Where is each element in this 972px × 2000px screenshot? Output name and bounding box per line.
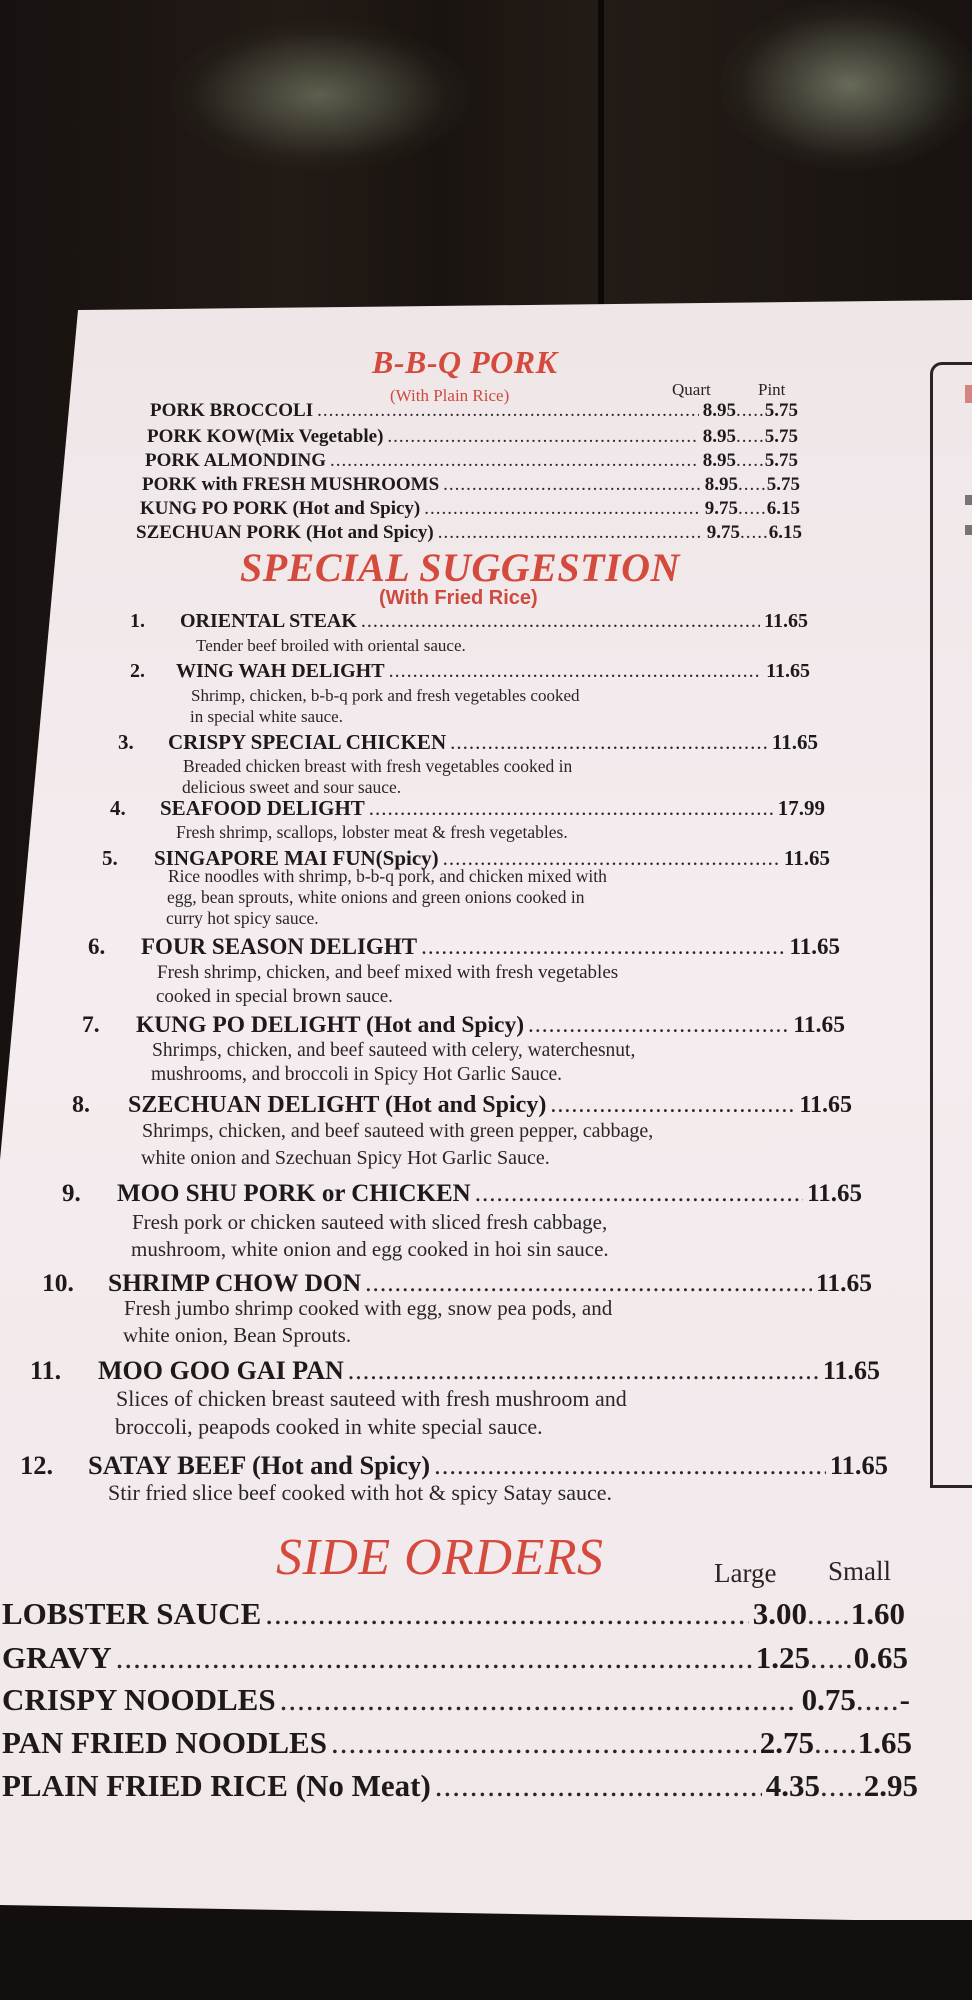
leader-dots (528, 1012, 789, 1039)
item-description: Fresh pork or chicken sauteed with sliced fresh cabbage, (132, 1210, 608, 1234)
price-pint: 5.75 (764, 450, 798, 471)
item-name: SZECHUAN PORK (Hot and Spicy) (136, 522, 434, 543)
item-description: Shrimps, chicken, and beef sauteed with celery, waterchesnut, (152, 1040, 636, 1061)
adjacent-menu-panel (930, 362, 972, 1488)
leader-dots (389, 660, 763, 683)
special-item (136, 1012, 845, 1039)
item-name: GRAVY (2, 1640, 112, 1675)
light-glare (720, 0, 972, 170)
leader-dots (365, 1268, 812, 1298)
leader-dots: ..... (736, 400, 765, 421)
leader-dots (424, 498, 700, 520)
item-name: WING WAH DELIGHT (176, 660, 385, 682)
special-item (128, 1092, 852, 1119)
item-name: CRISPY NOODLES (2, 1682, 276, 1717)
bbq-pork-subtitle: (With Plain Rice) (390, 386, 510, 405)
item-name: ORIENTAL STEAK (180, 610, 357, 632)
item-name: SHRIMP CHOW DON (108, 1268, 362, 1297)
item-number: 4. (110, 796, 126, 820)
item-description: Fresh shrimp, scallops, lobster meat & fresh vegetables. (176, 822, 568, 842)
bbq-pork-item (136, 522, 802, 544)
leader-dots: ..... (738, 498, 767, 519)
item-price: 11.65 (816, 1268, 872, 1297)
item-description: in special white sauce. (190, 707, 343, 726)
item-name: FOUR SEASON DELIGHT (141, 934, 418, 959)
special-item (117, 1180, 862, 1208)
special-item (108, 1268, 872, 1298)
item-price: 11.65 (829, 1450, 888, 1480)
side-order-item (2, 1768, 918, 1804)
side-order-item (2, 1725, 912, 1761)
item-description: Shrimp, chicken, b-b-q pork and fresh vegetables cooked (191, 686, 580, 705)
price-large: 0.75 (801, 1682, 856, 1717)
leader-dots (348, 1356, 819, 1386)
item-name: LOBSTER SAUCE (2, 1596, 262, 1631)
panel-letter-mark (965, 525, 972, 535)
price-large: 1.25 (755, 1640, 810, 1675)
bbq-pork-item (140, 498, 800, 520)
item-description: mushroom, white onion and egg cooked in hoi sin sauce. (131, 1237, 609, 1261)
leader-dots (438, 522, 703, 544)
special-item (180, 610, 808, 633)
item-name: PORK ALMONDING (145, 450, 327, 471)
panel-letter-mark (965, 495, 972, 505)
leader-dots (116, 1640, 752, 1676)
item-description: Tender beef broiled with oriental sauce. (196, 636, 466, 655)
leader-dots: ..... (807, 1596, 851, 1631)
price-quart: 9.75 (706, 522, 740, 543)
bbq-pork-item (147, 426, 798, 448)
item-number: 1. (130, 610, 145, 632)
item-price: 11.65 (766, 660, 810, 682)
special-subtitle: (With Fried Rice) (379, 587, 538, 609)
leader-dots: ..... (736, 450, 765, 471)
price-pint: 6.15 (766, 498, 800, 519)
item-description: broccoli, peapods cooked in white special sauce. (115, 1414, 543, 1439)
item-description: Fresh shrimp, chicken, and beef mixed with fresh vegetables (157, 962, 619, 983)
special-item (141, 934, 840, 960)
bbq-pork-item (142, 474, 800, 496)
item-number: 6. (88, 934, 106, 959)
price-quart: 8.95 (702, 450, 736, 471)
item-name: SEAFOOD DELIGHT (160, 796, 365, 820)
leader-dots (421, 934, 785, 960)
side-order-item (2, 1596, 905, 1632)
item-name: KUNG PO PORK (Hot and Spicy) (140, 498, 421, 519)
leader-dots (331, 1725, 756, 1761)
item-description: Stir fried slice beef cooked with hot & spicy Satay sauce. (108, 1480, 613, 1505)
item-description: white onion and Szechuan Spicy Hot Garlic Sauce. (141, 1147, 550, 1169)
leader-dots (435, 1768, 762, 1804)
leader-dots (280, 1682, 798, 1718)
leader-dots (450, 730, 768, 755)
item-number: 10. (42, 1268, 74, 1297)
item-name: PORK BROCCOLI (150, 400, 314, 421)
price-pint: 6.15 (768, 522, 802, 543)
leader-dots (434, 1450, 826, 1481)
item-description: Breaded chicken breast with fresh vegetables cooked in (183, 756, 573, 776)
leader-dots: ..... (736, 426, 765, 447)
item-number: 3. (118, 730, 134, 754)
item-price: 17.99 (777, 796, 825, 820)
item-description: curry hot spicy sauce. (166, 908, 319, 928)
price-large: 2.75 (759, 1725, 814, 1760)
leader-dots (550, 1092, 795, 1119)
price-quart: 8.95 (704, 474, 738, 495)
item-name: MOO GOO GAI PAN (98, 1356, 344, 1385)
item-number: 7. (82, 1012, 100, 1038)
item-name: SATAY BEEF (Hot and Spicy) (88, 1450, 431, 1480)
col-head-small: Small (828, 1556, 892, 1586)
light-glare (170, 20, 470, 170)
item-name: PORK KOW(Mix Vegetable) (147, 426, 384, 447)
price-pint: 5.75 (766, 474, 800, 495)
price-pint: 5.75 (764, 400, 798, 421)
item-description: delicious sweet and sour sauce. (182, 777, 402, 797)
item-description: mushrooms, and broccoli in Spicy Hot Garlic Sauce. (151, 1064, 563, 1085)
leader-dots (361, 610, 760, 633)
item-number: 12. (20, 1450, 54, 1480)
item-description: Slices of chicken breast sauteed with fresh mushroom and (116, 1386, 627, 1411)
item-description: Rice noodles with shrimp, b-b-q pork, and chicken mixed with (168, 866, 607, 886)
leader-dots (443, 474, 701, 496)
item-name: PORK with FRESH MUSHROOMS (142, 474, 440, 495)
leader-dots: ..... (740, 522, 769, 543)
table-seam (598, 0, 604, 320)
item-description: egg, bean sprouts, white onions and green onions cooked in (167, 887, 585, 907)
item-price: 11.65 (793, 1012, 845, 1038)
leader-dots: ..... (814, 1725, 858, 1760)
price-small: 1.60 (850, 1596, 905, 1631)
item-name: SZECHUAN DELIGHT (Hot and Spicy) (128, 1092, 547, 1118)
side-orders-title: SIDE ORDERS (276, 1529, 604, 1586)
side-order-item (2, 1640, 908, 1676)
item-number: 8. (72, 1092, 90, 1118)
item-description: Shrimps, chicken, and beef sauteed with green pepper, cabbage, (142, 1120, 654, 1142)
special-item (160, 796, 825, 821)
item-name: MOO SHU PORK or CHICKEN (117, 1180, 471, 1207)
price-small: - (899, 1682, 910, 1717)
item-name: PLAIN FRIED RICE (No Meat) (2, 1768, 431, 1803)
item-price: 11.65 (789, 934, 840, 959)
side-order-item (2, 1682, 910, 1718)
leader-dots (475, 1180, 803, 1208)
special-item (98, 1356, 880, 1386)
leader-dots: ..... (810, 1640, 854, 1675)
price-small: 0.65 (853, 1640, 908, 1675)
leader-dots (265, 1596, 748, 1632)
price-quart: 9.75 (704, 498, 738, 519)
leader-dots (387, 426, 698, 448)
bbq-pork-title: B-B-Q PORK (372, 344, 558, 380)
item-number: 11. (30, 1356, 62, 1385)
item-price: 11.65 (771, 730, 818, 754)
price-quart: 8.95 (702, 426, 736, 447)
bbq-pork-item (150, 400, 798, 422)
leader-dots: ..... (820, 1768, 864, 1803)
special-item (88, 1450, 888, 1481)
special-item (176, 660, 810, 683)
item-price: 11.65 (822, 1356, 880, 1385)
price-small: 2.95 (863, 1768, 918, 1803)
leader-dots (330, 450, 699, 472)
special-title: SPECIAL SUGGESTION (240, 545, 680, 590)
leader-dots (317, 400, 699, 422)
item-name: CRISPY SPECIAL CHICKEN (168, 730, 447, 754)
price-quart: 8.95 (702, 400, 736, 421)
item-name: KUNG PO DELIGHT (Hot and Spicy) (136, 1012, 525, 1038)
col-head-pint: Pint (758, 380, 786, 399)
col-head-quart: Quart (672, 380, 711, 399)
item-name: SINGAPORE MAI FUN(Spicy) (154, 846, 439, 870)
price-large: 4.35 (765, 1768, 820, 1803)
leader-dots: ..... (855, 1682, 900, 1717)
special-item (168, 730, 818, 755)
price-large: 3.00 (752, 1596, 807, 1631)
bbq-pork-item (145, 450, 798, 472)
panel-letter-mark (965, 385, 972, 403)
item-description: white onion, Bean Sprouts. (123, 1323, 352, 1347)
item-number: 2. (130, 660, 145, 682)
item-price: 11.65 (807, 1180, 862, 1207)
item-name: PAN FRIED NOODLES (2, 1725, 327, 1760)
leader-dots: ..... (738, 474, 767, 495)
price-small: 1.65 (857, 1725, 912, 1760)
col-head-large: Large (714, 1558, 777, 1588)
price-pint: 5.75 (764, 426, 798, 447)
item-price: 11.65 (783, 846, 830, 870)
item-description: cooked in special brown sauce. (156, 986, 393, 1007)
item-description: Fresh jumbo shrimp cooked with egg, snow pea pods, and (124, 1296, 613, 1320)
leader-dots (369, 796, 774, 821)
item-number: 5. (102, 846, 118, 870)
item-price: 11.65 (799, 1092, 852, 1118)
item-number: 9. (62, 1180, 81, 1207)
item-price: 11.65 (764, 610, 808, 632)
